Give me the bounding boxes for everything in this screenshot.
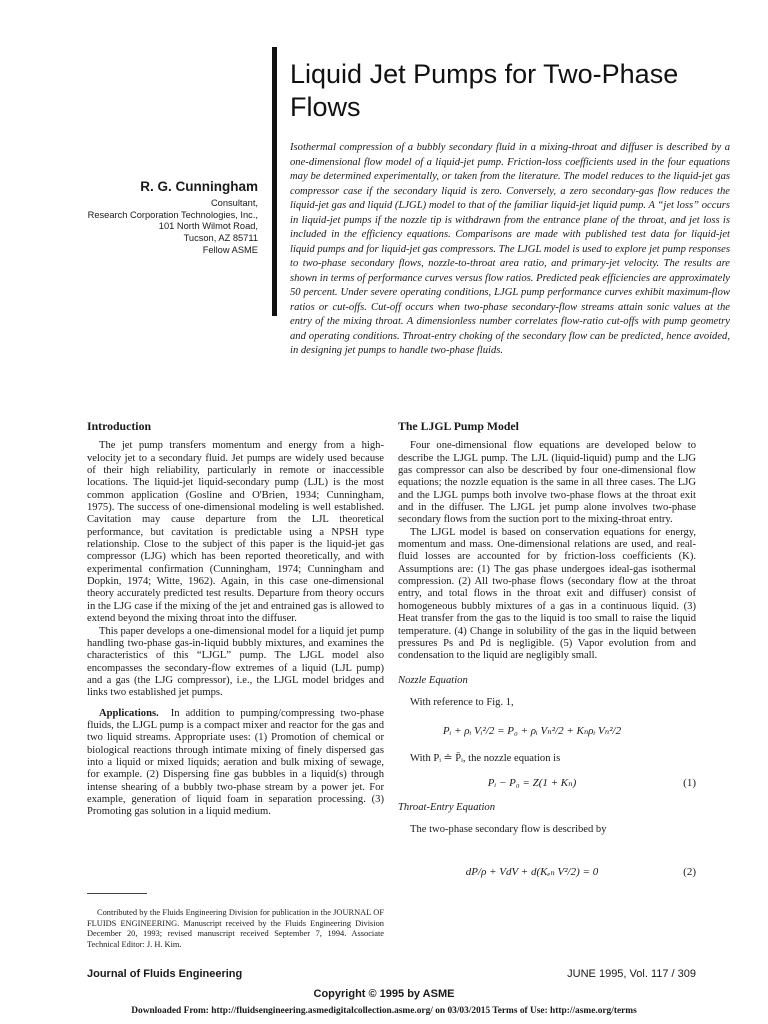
subheading-throat-entry: Throat-Entry Equation — [398, 801, 496, 813]
paragraph: With reference to Fig. 1, — [410, 696, 514, 708]
equation-body: Pᵢ + ρᵢ Vᵢ²/2 = P₀ + ρᵢ Vₙ²/2 + Kₙρᵢ Vₙ²/2 — [442, 725, 622, 738]
footnote: Contributed by the Fluids Engineering Division for publication in the JOURNAL OF FLUIDS ENGINEERING. Manuscript received by the Fluids Engineering Division December 20, 1993; revised manuscript received September 7, 1994. Associate Technical Editor: J. H. Kim. — [87, 908, 384, 949]
footer-issue-page: JUNE 1995, Vol. 117 / 309 — [567, 968, 696, 980]
equation-energy — [398, 709, 696, 753]
right-column — [398, 420, 696, 908]
paragraph: The two-phase secondary flow is described by — [410, 823, 607, 835]
paragraph-text: In addition to pumping/compressing two-phase fluids, the LJGL pump is a compact mixer and reactor for the gas and two liquid streams. Appropriate uses: (1) Promotion of chemical or biological reactions through intimate mixing of finely dispersed gas into a liquid or mixed liquids; aeration and bulk mixing of sewage, for example. (2) Dispersing fine gas bubbles in a liquid(s) through intense shearing of a bubbly two-phase stream by a power jet. For example, generation of liquid foam in separation processing. (3) Promoting gas solution in a liquid medium. — [87, 707, 385, 818]
section-heading-introduction: Introduction — [87, 419, 152, 433]
abstract: Isothermal compression of a bubbly secondary fluid in a mixing-throat and diffuser is described by a one-dimensional flow model of a liquid-jet pump. Friction-loss coefficients used in the four equations may be determined experimentally, or taken from the literature. The model reduces to the liquid-jet gas compressor case if the secondary liquid is zero. Conversely, a zero secondary-gas flow reduces the liquid-jet gas and liquid (LJGL) model to that of the familiar liquid-jet liquid pump. A “jet loss” occurs in liquid-jet pumps if the nozzle tip is withdrawn from the entrance plane of the throat, and jet loss is included in the efficiency equations. Comparisons are made with published test data for liquid-jet liquid pumps and for liquid-jet gas compressors. The LJGL model is used to explore jet pump responses to two-phase secondary flows, nozzle-to-throat area ratio, and primary-jet velocity. The results are shown in terms of performance curves versus flow ratios. Predicted peak efficiencies are approximately 50 percent. Under severe operating conditions, LJGL pump performance curves exhibit maximum-flow ratios or cut-offs. Cut-off occurs when two-phase secondary-flow streams attain sonic values at the entry of the mixing throat. A dimensionless number correlates flow-ratio cut-offs with pump geometry and operating conditions. Throat-entry choking of the secondary flow can be predicted, hence avoided, in designing jet pumps to handle two-phase fluids. — [290, 142, 730, 356]
paragraph: The jet pump transfers momentum and energy from a high-velocity jet to a secondary fluid. Jet pumps are widely used because of their high reliability, particularly in remote or inaccessible locations. The liquid-jet liquid-secondary pump (LJL) is the most common application (Gosline and O'Brien, 1934; Cunningham, 1975). The success of one-dimensional modeling is well established. Cavitation may cause departure from the LJL theoretical performance, but cavitation is predictable using a NPSH type relationship. Close to the subject of this paper is the liquid-jet gas compressor (LJG) which has been reported theoretically, and with experimental confirmation (Cunningham, 1974; Cunningham and Dopkin, 1974; Witte, 1962). Again, in this case one-dimensional theory accurately predicted test results. Departure from theory occurs in the LJG case if the mixing of the jet and entrained gas is allowed to extend beyond the mixing throat into the diffuser. — [87, 440, 384, 625]
equation-2 — [398, 836, 696, 908]
equation-body: Pᵢ − P₀ = Z(1 + Kₙ) — [487, 776, 577, 789]
paragraph-applications — [87, 708, 384, 819]
footnote-rule — [87, 893, 147, 894]
section-heading-model: The LJGL Pump Model — [398, 419, 519, 433]
equation-number: (2) — [683, 866, 696, 879]
paragraph: Four one-dimensional flow equations are developed below to describe the LJGL pump. The LJL (liquid-liquid) pump and the LJG gas compressor can also be described by four one-dimensional flow equations; the nozzle equation is the same in all three cases. The LJG and the LJGL pumps both involve two-phase flows at the throat exit and in the diffuser. The LJGL jet pump alone involves two-phase secondary flows from the suction port to the mixing-throat entry. — [398, 440, 696, 526]
equation-1 — [398, 766, 696, 800]
affiliation-line: 101 North Wilmot Road, — [158, 221, 258, 232]
author-name: R. G. Cunningham — [140, 179, 258, 194]
paragraph: This paper develops a one-dimensional model for a liquid jet pump handling two-phase gas-in-liquid bubbly mixtures, and examines the characteristics of this “LJGL” pump. The LJGL model also encompasses the secondary-flow extremes of a liquid (LJL pump) and a gas (the LJG compressor), i.e., the LJGL model bridges and links two established jet pumps. — [87, 625, 384, 699]
footer-journal-name: Journal of Fluids Engineering — [87, 968, 243, 980]
run-in-heading: Applications. — [99, 707, 159, 719]
affiliation-line: Fellow ASME — [202, 244, 258, 255]
affiliation-line: Tucson, AZ 85711 — [183, 233, 258, 244]
equation-number: (1) — [683, 776, 696, 789]
paragraph: The LJGL model is based on conservation equations for energy, momentum and mass. One-dimensional relations are used, and real-fluid losses are accounted for by friction-loss coefficients (K). Assumptions are: (1) The gas phase undergoes ideal-gas isothermal compression. (2) All two-phase flows (secondary flow at the throat entry, and total flows in the throat exit and diffuser) consist of homogeneous bubbly mixtures of a gas in a continuous liquid. (3) Heat transfer from the gas to the liquid is too small to raise the liquid temperature. (4) Change in solubility of the gas in the liquid between pressures Ps and Pd is negligible. (5) Vapor evolution from and condensation to the liquid are negligibly small. — [398, 526, 696, 662]
download-notice: Downloaded From: http://fluidsengineering.asmedigitalcollection.asme.org/ on 03/03/2015 Terms of Use: http://asme.org/terms — [131, 1006, 637, 1016]
affiliation-line: Research Corporation Technologies, Inc., — [87, 209, 258, 220]
subheading-nozzle-equation: Nozzle Equation — [398, 674, 468, 686]
affiliation-line: Consultant, — [210, 198, 258, 208]
author-block — [60, 178, 258, 257]
equation-body: dP/ρ + VdV + d(Kₑₙ V²/2) = 0 — [465, 866, 599, 879]
paragraph: With Pᵢ ≐ P̄ᵢ, the nozzle equation is — [410, 753, 561, 765]
copyright-line: Copyright © 1995 by ASME — [313, 988, 455, 1000]
title-accent-bar — [272, 47, 277, 316]
paper-title: Liquid Jet Pumps for Two-Phase Flows — [290, 59, 679, 122]
left-column — [87, 420, 384, 819]
